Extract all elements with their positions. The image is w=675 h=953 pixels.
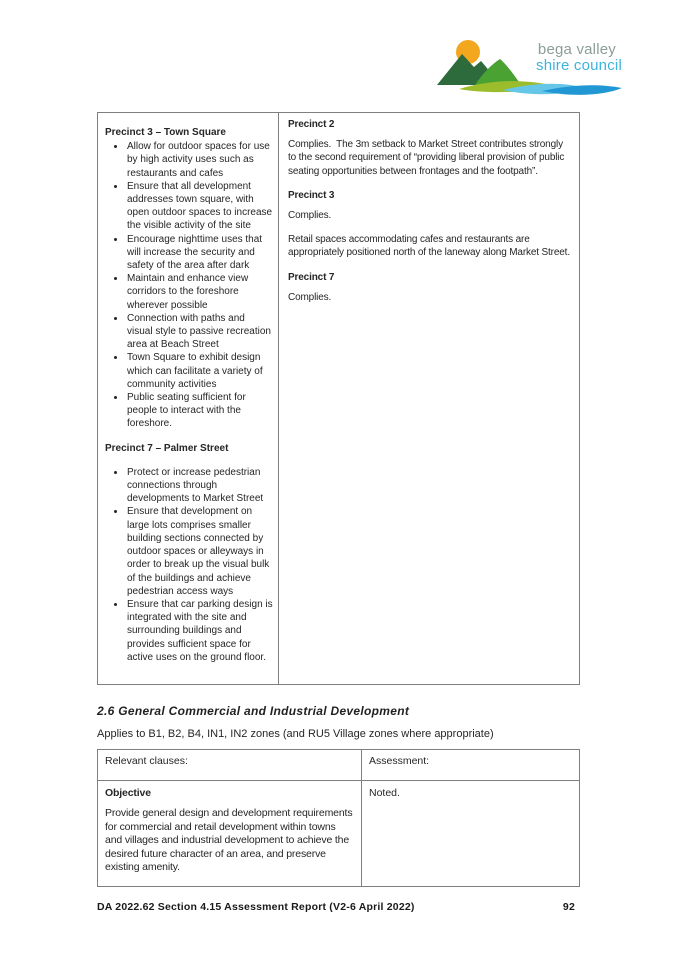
precinct-assessment-table [97, 112, 580, 685]
bullet-item: • Protect or increase pedestrian connections through developments to Market Street [126, 466, 273, 506]
section-2-6-heading: 2.6 General Commercial and Industrial Development [97, 704, 410, 718]
objective-assessment-cell: Noted. [361, 781, 579, 886]
bullet-item: • Ensure that all development addresses town square, with open outdoor spaces to increase the visible activity of the site [126, 180, 273, 233]
assessment-precinct7-text: Complies. [288, 291, 332, 303]
assessment-precinct3-text: Complies. [288, 210, 332, 222]
bullet-item: • Town Square to exhibit design which can facilitate a variety of community activities [126, 351, 273, 391]
bullet-item: • Public seating sufficient for people to interact with the foreshore. [126, 391, 273, 431]
precinct7-heading: Precinct 7 – Palmer Street [105, 442, 229, 454]
logo-text-line2: shire council [536, 57, 622, 74]
page-content [97, 112, 580, 887]
objective-heading: Objective [105, 786, 151, 799]
objective-cell [98, 781, 361, 886]
objective-text: Provide general design and development requirements for commercial and retail development within towns and villages and industrial development to achieve the desired future character of an area, and preserve existing amenity. [105, 807, 353, 873]
clauses-header-left: Relevant clauses: [98, 750, 361, 781]
precinct3-heading: Precinct 3 – Town Square [105, 127, 226, 138]
council-logo [437, 36, 622, 100]
clauses-table [97, 749, 580, 887]
assessment-precinct2-text: Complies. The 3m setback to Market Street contributes strongly to the second requirement of “providing liberal provision of public seating opportunities between frontages and the footpath”. [288, 139, 567, 177]
page-footer [97, 901, 575, 913]
bullet-item: • Allow for outdoor spaces for use by high activity uses such as restaurants and cafes [126, 140, 273, 180]
bullet-item: • Ensure that car parking design is integrated with the site and surrounding buildings and provides sufficient space for active uses on the ground floor. [126, 598, 273, 664]
assessment-precinct2-heading: Precinct 2 [288, 119, 335, 130]
section-2-6-intro: Applies to B1, B2, B4, IN1, IN2 zones (and RU5 Village zones where appropriate) [97, 728, 494, 740]
assessment-precinct3-text2: Retail spaces accommodating cafes and restaurants are appropriately positioned north of the laneway along Market Street. [288, 234, 570, 259]
bullet-item: • Connection with paths and visual style to passive recreation area at Beach Street [126, 312, 273, 352]
precinct-requirements-cell [98, 113, 278, 684]
bullet-item: • Ensure that development on large lots comprises smaller building sections connected by outdoor spaces or alleyways in order to break up the visual bulk of the buildings and achieve pedestrian access ways [126, 505, 273, 597]
logo-text-line1: bega valley [537, 41, 616, 58]
precinct7-bullet-list [105, 466, 273, 664]
precinct3-bullet-list [105, 140, 273, 430]
precinct-assessment-cell [278, 113, 579, 684]
footer-page-number: 92 [562, 901, 575, 913]
bullet-item: • Maintain and enhance view corridors to the foreshore wherever possible [126, 272, 273, 312]
clauses-header-right: Assessment: [361, 750, 579, 781]
bullet-item: • Encourage nighttime uses that will increase the security and safety of the area after dark [126, 233, 273, 273]
footer-report-title: DA 2022.62 Section 4.15 Assessment Report (V2-6 April 2022) [97, 901, 415, 913]
assessment-precinct3-heading: Precinct 3 [288, 189, 335, 201]
assessment-precinct7-heading: Precinct 7 [288, 271, 335, 283]
